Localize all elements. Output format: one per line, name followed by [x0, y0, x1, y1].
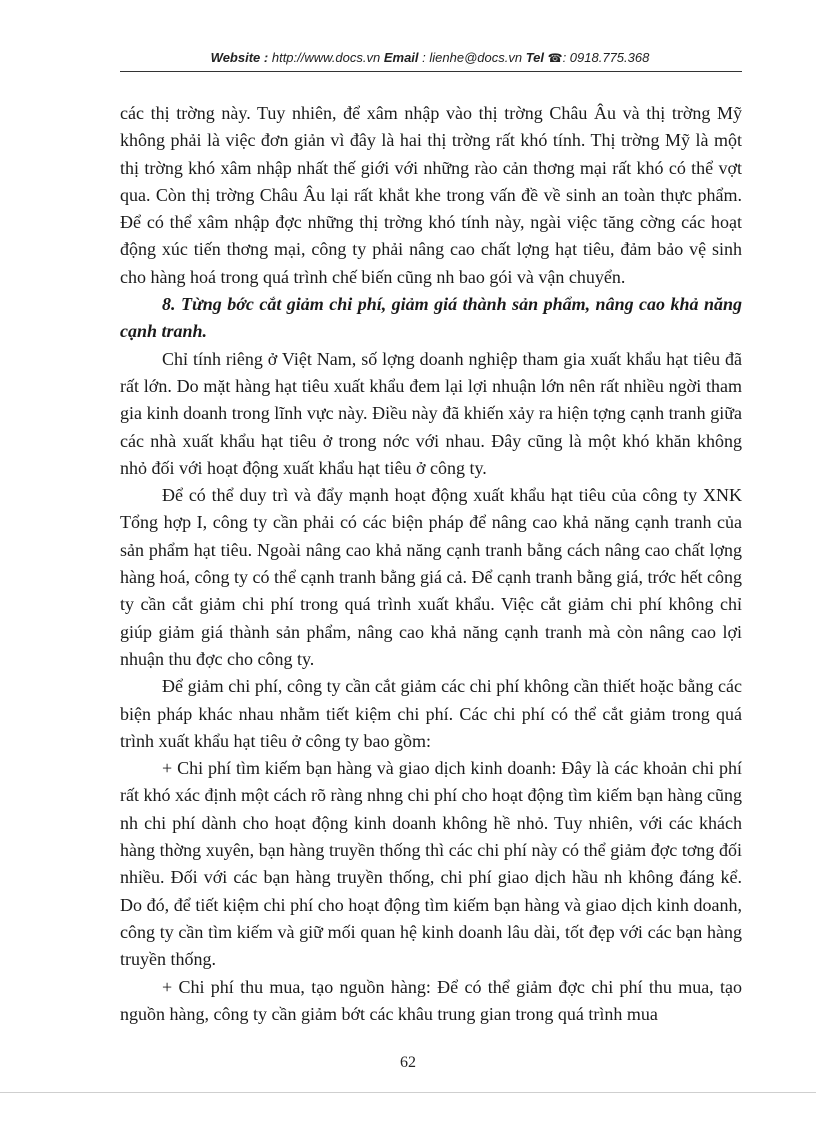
tel-label: Tel	[525, 50, 544, 65]
tel-value: : 0918.775.368	[562, 50, 650, 65]
paragraph: Chỉ tính riêng ở Việt Nam, số lợng doanh nghiệp tham gia xuất khẩu hạt tiêu đã rất lớn. Do mặt hàng hạt tiêu xuất khẩu đem lại lợi nhuận lớn nên rất nhiều ngời tham gia kinh doanh trong lĩnh vực này. Điều này đã khiến xảy ra hiện tợng cạnh tranh giữa các nhà xuất khẩu hạt tiêu ở trong nớc với nhau. Đây cũng là một khó khăn không nhỏ đối với hoạt động xuất khẩu hạt tiêu ở công ty.	[120, 348, 742, 478]
document-body	[120, 100, 742, 1028]
paragraph: Để giảm chi phí, công ty cần cắt giảm các chi phí không cần thiết hoặc bằng các biện pháp khác nhau nhằm tiết kiệm chi phí. Các chi phí có thể cắt giảm trong quá trình xuất khẩu hạt tiêu ở công ty bao gồm:	[120, 676, 742, 751]
page-number: 62	[400, 1054, 416, 1071]
page-header	[120, 50, 740, 72]
paragraph: Để có thể duy trì và đẩy mạnh hoạt động xuất khẩu hạt tiêu của công ty XNK Tổng hợp I, công ty cần phải có các biện pháp để nâng cao khả năng cạnh tranh của sản phẩm hạt tiêu. Ngoài nâng cao khả năng cạnh tranh bằng cách nâng cao chất lợng hàng hoá, công ty có thể cạnh tranh bằng giá cả. Để cạnh tranh bằng giá, trớc hết công ty cần cắt giảm chi phí trong quá trình xuất khẩu. Việc cắt giảm chi phí không chỉ giúp giảm giá thành sản phẩm, nâng cao khả năng cạnh tranh mà còn nâng cao lợi nhuận thu đợc cho công ty.	[120, 485, 742, 669]
phone-icon: ☎	[547, 51, 563, 65]
section-heading: 8. Từng bớc cắt giảm chi phí, giảm giá thành sản phẩm, nâng cao khả năng cạnh tranh.	[120, 294, 742, 342]
footer-divider	[0, 1092, 816, 1093]
header-divider	[120, 71, 742, 72]
paragraph: + Chi phí thu mua, tạo nguồn hàng: Để có thể giảm đợc chi phí thu mua, tạo nguồn hàng, công ty cần giảm bớt các khâu trung gian trong quá trình mua	[120, 976, 742, 1024]
email-value[interactable]: : lienhe@docs.vn	[418, 50, 526, 65]
paragraph: các thị trờng này. Tuy nhiên, để xâm nhập vào thị trờng Châu Âu và thị trờng Mỹ không phải là việc đơn giản vì đây là hai thị trờng rất khó tính. Thị trờng Mỹ là một thị trờng khó xâm nhập nhất thế giới với những rào cản thơng mại rất khó có thể vợt qua. Còn thị trờng Châu Âu lại rất khắt khe trong vấn đề về sinh an toàn thực phẩm. Để có thể xâm nhập đợc những thị trờng khó tính này, ngài việc tăng cờng các hoạt động xúc tiến thơng mại, công ty phải nâng cao chất lợng hạt tiêu, đảm bảo vệ sinh cho hàng hoá trong quá trình chế biến cũng nh bao gói và vận chuyển.	[120, 103, 742, 287]
email-label: Email	[383, 50, 419, 65]
website-label: Website :	[210, 50, 269, 65]
paragraph: + Chi phí tìm kiếm bạn hàng và giao dịch kinh doanh: Đây là các khoản chi phí rất khó xác định một cách rõ ràng nhng chi phí cho hoạt động tìm kiếm bạn hàng cũng nh chi phí dành cho hoạt động kinh doanh không hề nhỏ. Tuy nhiên, với các khách hàng thờng xuyên, bạn hàng truyền thống thì các chi phí này có thể giảm đợc tơng đối nhiều. Đối với các bạn hàng truyền thống, chi phí giao dịch hầu nh không đáng kể. Do đó, để tiết kiệm chi phí cho hoạt động tìm kiếm bạn hàng và giao dịch kinh doanh, công ty cần tìm kiếm và giữ mối quan hệ kinh doanh lâu dài, tốt đẹp với các bạn hàng truyền thống.	[120, 758, 742, 970]
website-url[interactable]: http://www.docs.vn	[268, 50, 384, 65]
